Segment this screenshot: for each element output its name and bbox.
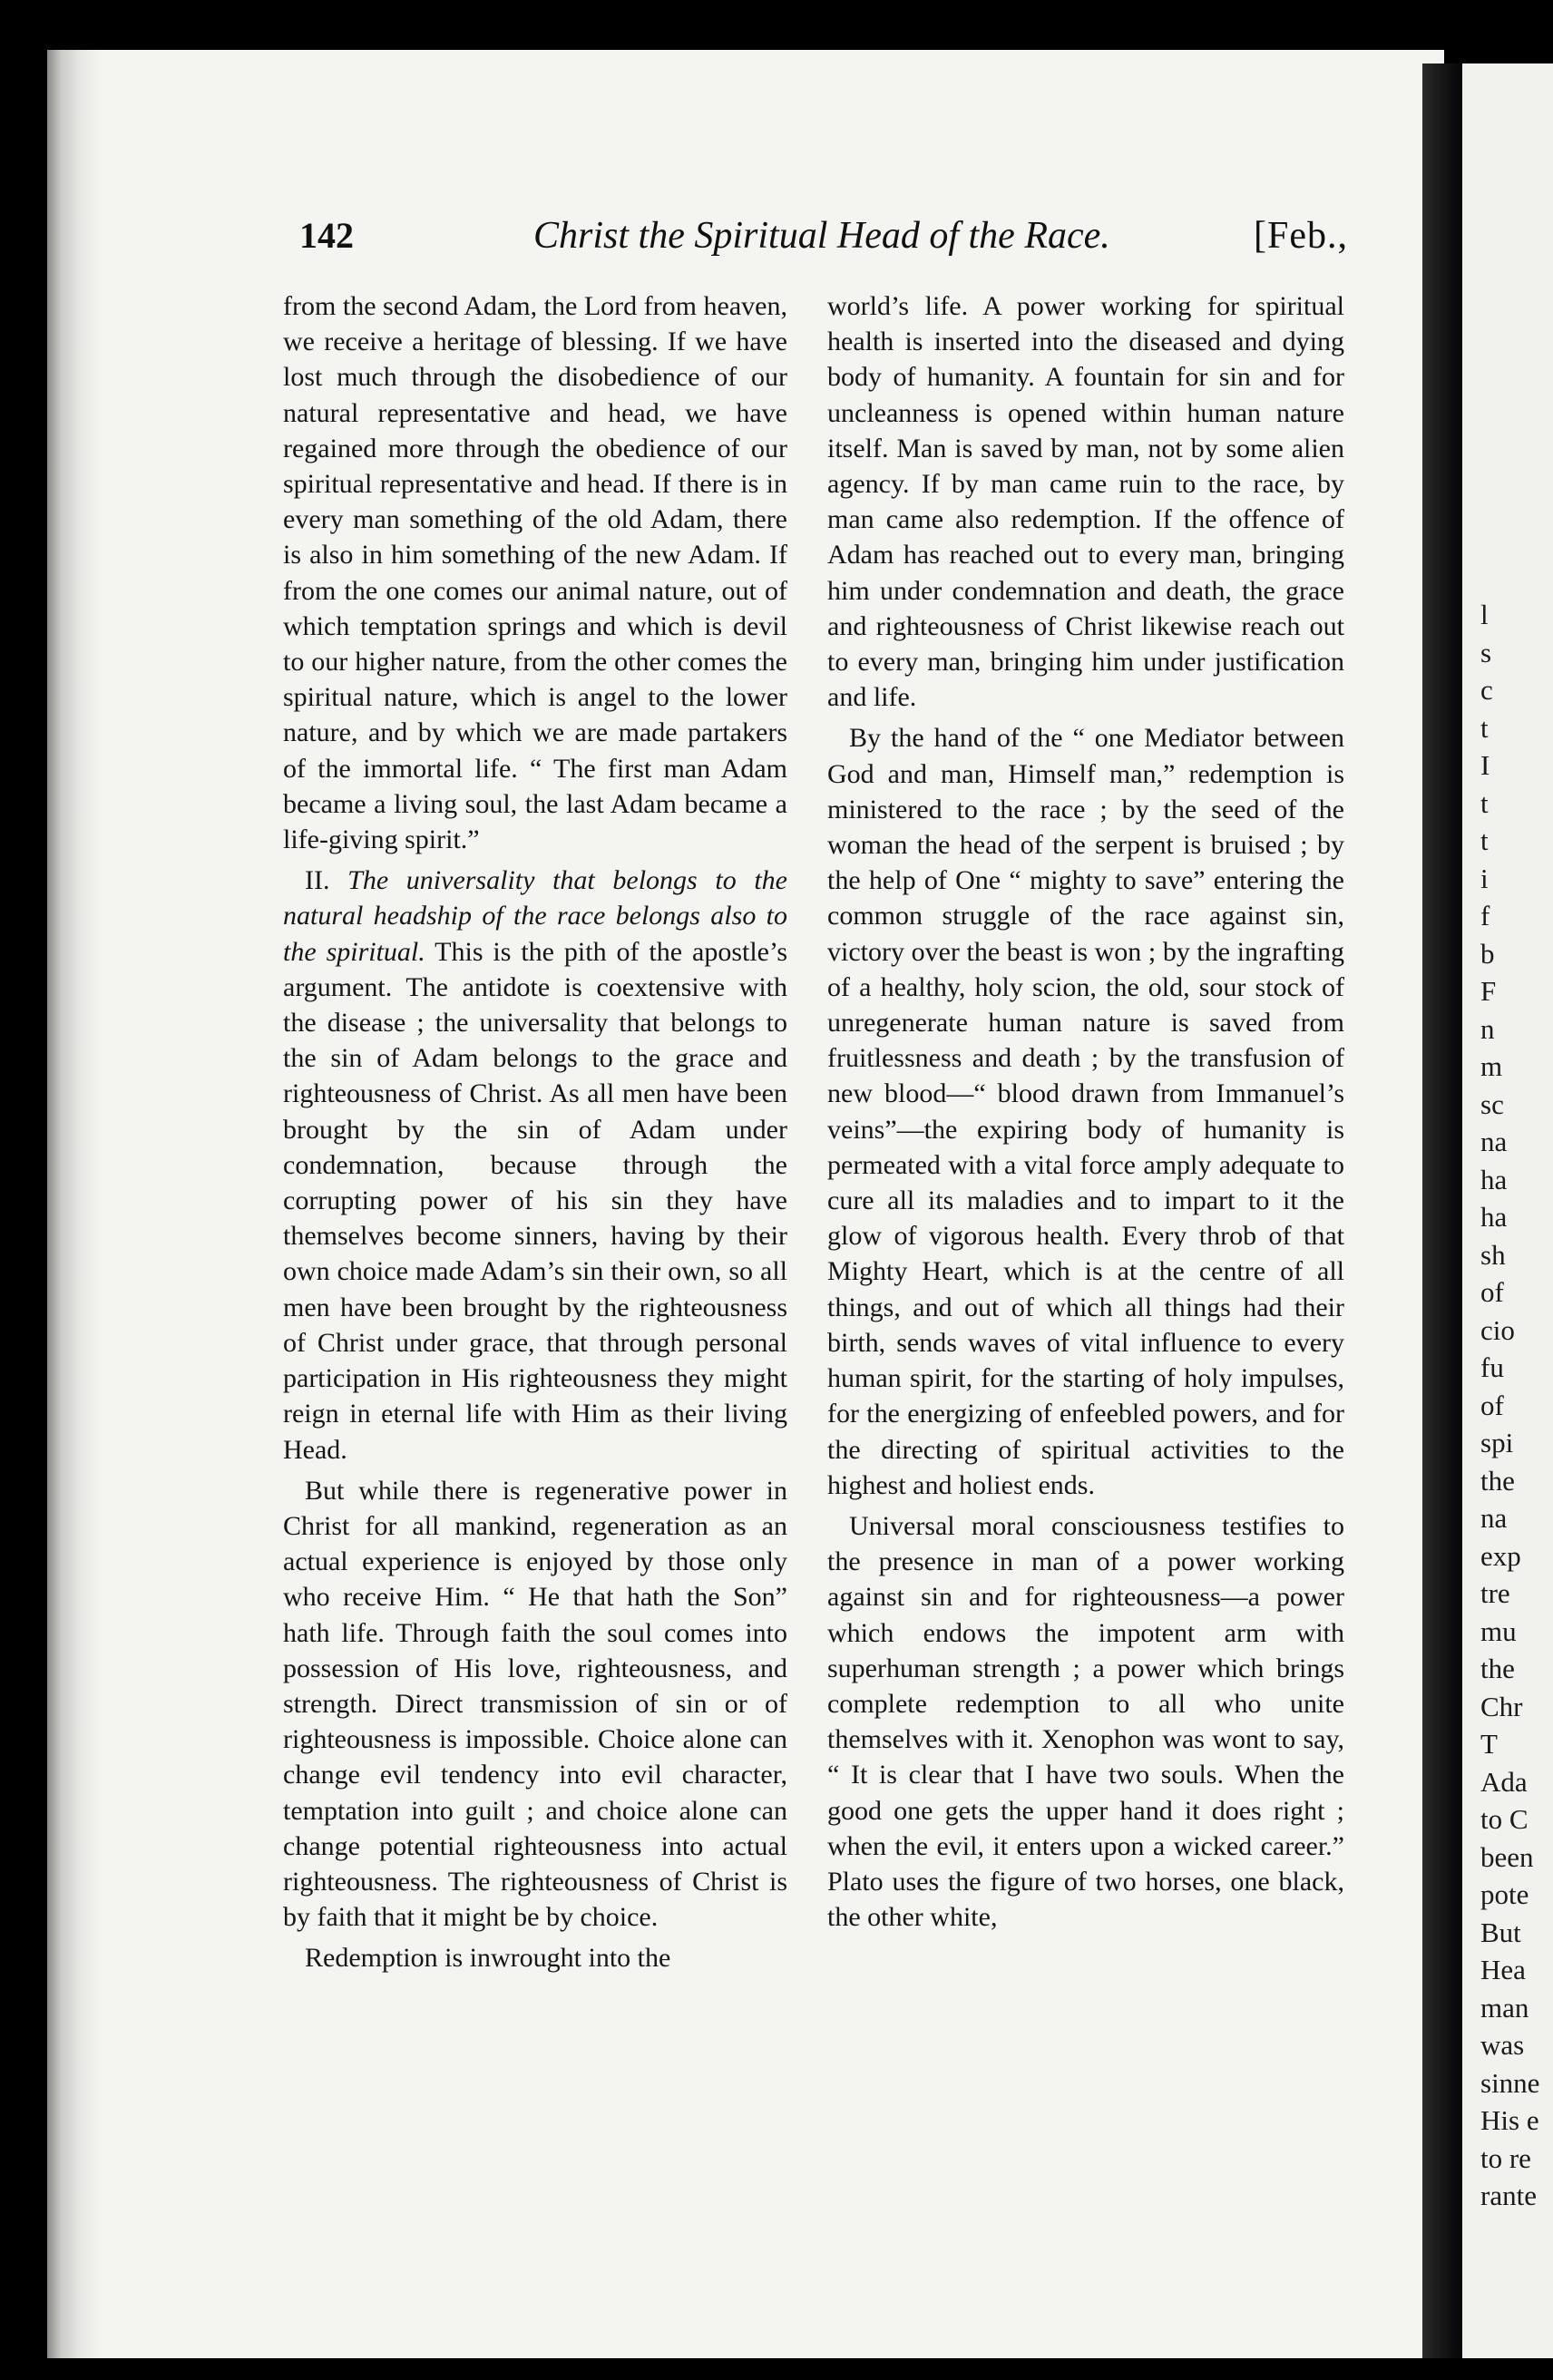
paragraph: Universal moral consciousness testifies to the presence in man of a power working against sin and for righteousness—a power which endows the impotent arm with superhuman strength ; a power which brings complete redemption to all who unite themselves with it. Xenophon was wont to say, “ It is clear that I have two souls. When the good one gets the upper hand it does right ; when the evil, it enters upon a wicked career.” Plato uses the figure of two horses, one black, the other white, [827, 1510, 1344, 1933]
next-page-fragment: f [1480, 900, 1490, 932]
running-head [299, 209, 1361, 263]
next-page-fragment: exp [1480, 1540, 1521, 1572]
next-page-fragment: t [1480, 712, 1489, 744]
running-title: Christ the Spiritual Head of the Race. [533, 215, 1110, 257]
next-page-fragment: c [1480, 674, 1493, 706]
paragraph: But while there is regenerative power in Christ for all mankind, regeneration as an actual experience is enjoyed by those only who receive Him. “ He that hath the Son” hath life. Through faith the soul comes into possession of His love, righteousness, and strength. Direct transmission of sin or of righteousness is impossible. Choice alone can change evil tendency into evil character, temptation into guilt ; and choice alone can change potential righteousness into actual righteousness. The righteousness of Christ is by faith that it might be by choice. [283, 1475, 787, 1933]
book-gutter [1422, 63, 1468, 2358]
next-page-fragment: na [1480, 1502, 1508, 1534]
next-page-fragment: I [1480, 749, 1490, 781]
paragraph: world’s life. A power working for spiritual health is inserted into the diseased and dying body of humanity. A fountain for sin and for uncleanness is opened within human nature itself. Man is saved by man, not by some alien agency. If by man came ruin to the race, by man came also redemption. If the offence of Adam has reached out to every man, bringing him under condemnation and death, the grace and righteousness of Christ likewise reach out to every man, bringing him under justification and life. [827, 291, 1344, 713]
next-page-fragment: sc [1480, 1088, 1504, 1120]
next-page-fragment: spi [1480, 1427, 1514, 1458]
next-page-fragment: m [1480, 1050, 1503, 1082]
page-edge [47, 50, 102, 2358]
next-page-fragment: His e [1480, 2104, 1539, 2136]
next-page-fragment: tre [1480, 1577, 1510, 1609]
next-page-fragment: s [1480, 637, 1492, 668]
right-column [827, 288, 1344, 1940]
running-month: [Feb., [1254, 215, 1348, 257]
next-page-fragment: of [1480, 1390, 1504, 1421]
next-page-fragment: l [1480, 599, 1489, 630]
paragraph: Redemption is inwrought into the [305, 1943, 671, 1974]
next-page-fragment: t [1480, 787, 1489, 819]
next-page-fragment: na [1480, 1126, 1508, 1157]
next-page-fragment: T [1480, 1728, 1498, 1760]
next-page-fragment: rante [1480, 2180, 1537, 2211]
left-column [283, 288, 787, 1982]
next-page-fragment: i [1480, 863, 1489, 894]
next-page-fragment: of [1480, 1276, 1504, 1308]
next-page-fragment: n [1480, 1013, 1495, 1045]
section-numeral: II. [305, 865, 330, 896]
next-page-fragment: the [1480, 1465, 1515, 1497]
next-page-fragment: cio [1480, 1314, 1515, 1346]
next-page-fragment: But [1480, 1917, 1521, 1948]
next-page-fragment: Hea [1480, 1954, 1526, 1985]
next-page-fragment: sh [1480, 1239, 1506, 1271]
next-page-fragment: to re [1480, 2142, 1531, 2174]
next-page-fragment: the [1480, 1653, 1515, 1684]
next-page-fragment: to C [1480, 1803, 1529, 1835]
next-page-fragment: fu [1480, 1351, 1504, 1383]
next-page-fragment: been [1480, 1841, 1534, 1873]
paragraph-text: This is the pith of the apostle’s argument. The antidote is coextensive with the disease ; the universality that belongs to the sin of Adam belongs to the grace and righteousness of Christ. As all men have been brought by the sin of Adam under condemnation, because through the corrupting power of his sin they have themselves become sinners, having by their own choice made Adam’s sin their own, so all men have been brought by the righteousness of Christ under grace, that through personal participation in His righteousness they might reign in eternal life with Him as their living Head. [283, 936, 787, 1465]
paragraph: By the hand of the “ one Mediator between God and man, Himself man,” redemption is ministered to the race ; by the seed of the woman the head of the serpent is bruised ; by the help of One “ mighty to save” entering the common struggle of the race against sin, victory over the beast is won ; by the ingrafting of a healthy, holy scion, the old, sour stock of unregenerate human nature is saved from fruitlessness and death ; by the transfusion of new blood—“ blood drawn from Immanuel’s veins”—the expiring body of humanity is permeated with a vital force amply adequate to cure all its maladies and to impart to it the glow of vigorous health. Every throb of that Mighty Heart, which is at the centre of all things, and out of which all things had their birth, sends waves of vital influence to every human spirit, for the starting of holy impulses, for the energizing of enfeebled powers, and for the directing of spiritual activities to the highest and holiest ends. [827, 723, 1344, 1500]
paragraph: from the second Adam, the Lord from heaven, we receive a heritage of blessing. If we have lost much through the disobedience of our natural representative and head, we have regained more through the obedience of our spiritual representative and head. If there is in every man something of the old Adam, there is also in him something of the new Adam. If from the one comes our animal nature, out of which temptation springs and which is devil to our higher nature, from the other comes the spiritual nature, which is angel to the lower nature, and by which we are made partakers of the immortal life. “ The first man Adam became a living soul, the last Adam became a life-giving spirit.” [283, 291, 787, 855]
next-page-fragment: b [1480, 938, 1495, 970]
next-page-fragment: F [1480, 975, 1497, 1007]
next-page-fragment: man [1480, 1992, 1529, 2024]
next-page-fragment: pote [1480, 1878, 1529, 1910]
paragraph-section-two [283, 863, 787, 1467]
page-number: 142 [299, 215, 354, 256]
next-page-fragment: Ada [1480, 1766, 1528, 1798]
next-page-fragment: ha [1480, 1201, 1508, 1233]
italic-thesis: The universality that belongs to the natural headship of the race belongs also to the spiritual. [283, 865, 787, 967]
next-page-fragment: sinne [1480, 2067, 1540, 2099]
next-page-fragment: t [1480, 824, 1489, 856]
next-page-fragment: was [1480, 2029, 1525, 2061]
next-page-fragment: Chr [1480, 1691, 1523, 1722]
next-page-fragment: mu [1480, 1615, 1517, 1647]
next-page-fragment: ha [1480, 1164, 1508, 1195]
